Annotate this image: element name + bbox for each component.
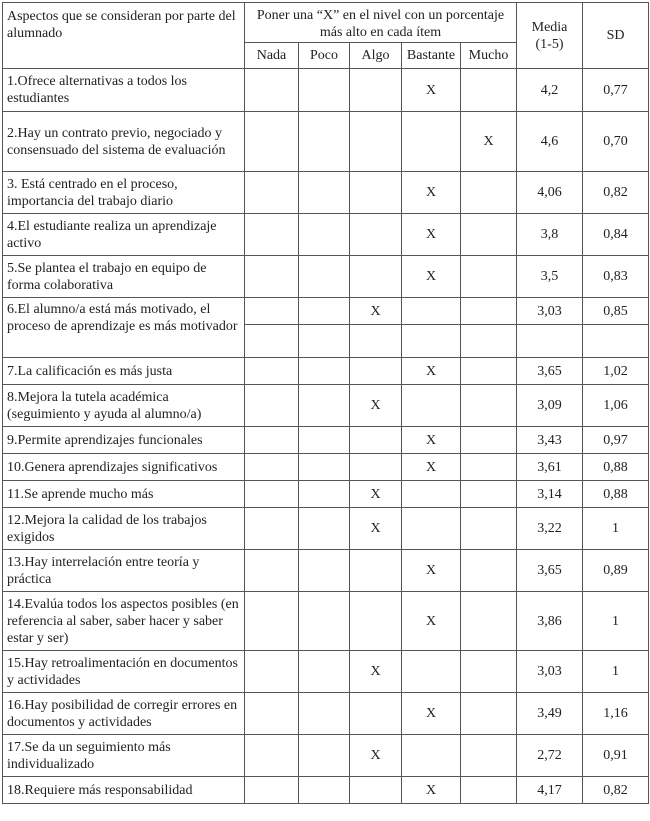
media-value: 2,72 bbox=[517, 735, 583, 777]
sd-value: 0,82 bbox=[583, 777, 649, 804]
level-cell bbox=[402, 735, 461, 777]
item-text: 4.El estudiante realiza un aprendizaje activo bbox=[3, 214, 245, 256]
level-cell bbox=[299, 112, 350, 172]
level-cell bbox=[461, 550, 517, 592]
level-cell bbox=[461, 358, 517, 385]
level-cell bbox=[350, 592, 402, 651]
level-cell bbox=[299, 454, 350, 481]
level-mark: X bbox=[402, 777, 461, 804]
item-text: 14.Evalúa todos los aspectos posibles (en referencia al saber, saber hacer y saber estar y ser) bbox=[3, 592, 245, 651]
sd-value: 0,84 bbox=[583, 214, 649, 256]
level-cell bbox=[245, 214, 299, 256]
empty-cell bbox=[517, 325, 583, 358]
level-cell bbox=[245, 112, 299, 172]
level-cell bbox=[402, 385, 461, 427]
level-cell bbox=[461, 69, 517, 112]
level-cell bbox=[350, 358, 402, 385]
level-cell bbox=[299, 592, 350, 651]
level-cell bbox=[245, 427, 299, 454]
table-row bbox=[3, 427, 649, 454]
level-cell bbox=[245, 550, 299, 592]
level-cell bbox=[461, 214, 517, 256]
evaluation-table bbox=[2, 2, 649, 804]
level-cell bbox=[245, 454, 299, 481]
header-level-algo: Algo bbox=[350, 43, 402, 69]
table-row bbox=[3, 550, 649, 592]
level-cell bbox=[461, 481, 517, 508]
level-cell bbox=[350, 112, 402, 172]
level-cell bbox=[461, 256, 517, 298]
sd-value: 0,88 bbox=[583, 454, 649, 481]
level-mark: X bbox=[402, 256, 461, 298]
level-cell bbox=[299, 298, 350, 325]
level-cell bbox=[402, 481, 461, 508]
level-cell bbox=[299, 481, 350, 508]
level-mark: X bbox=[402, 69, 461, 112]
media-value: 3,65 bbox=[517, 550, 583, 592]
level-cell bbox=[350, 777, 402, 804]
level-mark: X bbox=[350, 298, 402, 325]
table-row bbox=[3, 358, 649, 385]
header-aspectos: Aspectos que se consideran por parte del alumnado bbox=[3, 3, 245, 69]
empty-cell bbox=[299, 325, 350, 358]
media-value: 3,65 bbox=[517, 358, 583, 385]
level-mark: X bbox=[402, 550, 461, 592]
level-cell bbox=[245, 298, 299, 325]
table-row bbox=[3, 508, 649, 550]
media-value: 3,49 bbox=[517, 693, 583, 735]
level-cell bbox=[299, 358, 350, 385]
item-text: 3. Está centrado en el proceso, importancia del trabajo diario bbox=[3, 172, 245, 214]
level-cell bbox=[350, 214, 402, 256]
media-value: 3,61 bbox=[517, 454, 583, 481]
level-mark: X bbox=[350, 508, 402, 550]
sd-value: 0,82 bbox=[583, 172, 649, 214]
table-row bbox=[3, 214, 649, 256]
media-value: 3,03 bbox=[517, 298, 583, 325]
level-cell bbox=[299, 214, 350, 256]
level-mark: X bbox=[350, 481, 402, 508]
level-cell bbox=[461, 693, 517, 735]
table-row bbox=[3, 298, 649, 325]
empty-cell bbox=[583, 325, 649, 358]
level-mark: X bbox=[402, 172, 461, 214]
header-level-mucho: Mucho bbox=[461, 43, 517, 69]
level-cell bbox=[299, 427, 350, 454]
level-cell bbox=[299, 693, 350, 735]
item-text: 12.Mejora la calidad de los trabajos exigidos bbox=[3, 508, 245, 550]
item-text: 15.Hay retroalimentación en documentos y actividades bbox=[3, 651, 245, 693]
table-row bbox=[3, 256, 649, 298]
media-value: 3,22 bbox=[517, 508, 583, 550]
level-cell bbox=[461, 777, 517, 804]
table-row bbox=[3, 454, 649, 481]
level-cell bbox=[245, 508, 299, 550]
media-value: 3,5 bbox=[517, 256, 583, 298]
level-cell bbox=[299, 508, 350, 550]
table-row bbox=[3, 172, 649, 214]
item-text: 10.Genera aprendizajes significativos bbox=[3, 454, 245, 481]
sd-value: 0,85 bbox=[583, 298, 649, 325]
level-cell bbox=[461, 454, 517, 481]
header-sd: SD bbox=[583, 3, 649, 69]
level-mark: X bbox=[402, 454, 461, 481]
item-text: 7.La calificación es más justa bbox=[3, 358, 245, 385]
level-cell bbox=[350, 454, 402, 481]
level-cell bbox=[299, 777, 350, 804]
sd-value: 0,88 bbox=[583, 481, 649, 508]
item-text: 2.Hay un contrato previo, negociado y consensuado del sistema de evaluación bbox=[3, 112, 245, 172]
media-value: 4,06 bbox=[517, 172, 583, 214]
sd-value: 1 bbox=[583, 592, 649, 651]
sd-value: 0,91 bbox=[583, 735, 649, 777]
level-cell bbox=[245, 358, 299, 385]
level-cell bbox=[402, 508, 461, 550]
level-cell bbox=[461, 385, 517, 427]
level-mark: X bbox=[350, 735, 402, 777]
header-media bbox=[517, 3, 583, 69]
item-text: 5.Se plantea el trabajo en equipo de forma colaborativa bbox=[3, 256, 245, 298]
level-cell bbox=[461, 172, 517, 214]
level-mark: X bbox=[350, 385, 402, 427]
level-cell bbox=[350, 172, 402, 214]
level-cell bbox=[245, 651, 299, 693]
level-mark: X bbox=[350, 651, 402, 693]
table-row bbox=[3, 385, 649, 427]
level-cell bbox=[461, 735, 517, 777]
level-mark: X bbox=[402, 358, 461, 385]
level-cell bbox=[461, 651, 517, 693]
level-cell bbox=[350, 69, 402, 112]
media-value: 4,17 bbox=[517, 777, 583, 804]
header-instruccion: Poner una “X” en el nivel con un porcentaje más alto en cada ítem bbox=[245, 3, 517, 43]
table-row bbox=[3, 693, 649, 735]
media-value: 3,8 bbox=[517, 214, 583, 256]
level-cell bbox=[402, 298, 461, 325]
level-cell bbox=[461, 592, 517, 651]
media-value: 4,2 bbox=[517, 69, 583, 112]
level-cell bbox=[245, 256, 299, 298]
header-level-bastante: Bastante bbox=[402, 43, 461, 69]
table-row bbox=[3, 112, 649, 172]
header-level-poco: Poco bbox=[299, 43, 350, 69]
sd-value: 1,06 bbox=[583, 385, 649, 427]
level-cell bbox=[245, 735, 299, 777]
level-cell bbox=[245, 693, 299, 735]
media-value: 3,14 bbox=[517, 481, 583, 508]
level-cell bbox=[350, 550, 402, 592]
level-cell bbox=[245, 481, 299, 508]
empty-cell bbox=[402, 325, 461, 358]
level-cell bbox=[350, 693, 402, 735]
sd-value: 1 bbox=[583, 651, 649, 693]
level-mark: X bbox=[402, 693, 461, 735]
level-cell bbox=[299, 651, 350, 693]
level-cell bbox=[350, 427, 402, 454]
item-text: 16.Hay posibilidad de corregir errores en documentos y actividades bbox=[3, 693, 245, 735]
table-row bbox=[3, 592, 649, 651]
media-value: 3,43 bbox=[517, 427, 583, 454]
sd-value: 0,83 bbox=[583, 256, 649, 298]
sd-value: 1 bbox=[583, 508, 649, 550]
sd-value: 0,89 bbox=[583, 550, 649, 592]
level-cell bbox=[350, 256, 402, 298]
sd-value: 0,77 bbox=[583, 69, 649, 112]
level-cell bbox=[461, 298, 517, 325]
empty-cell bbox=[461, 325, 517, 358]
table-row bbox=[3, 481, 649, 508]
table-row bbox=[3, 777, 649, 804]
item-text: 18.Requiere más responsabilidad bbox=[3, 777, 245, 804]
table-row bbox=[3, 735, 649, 777]
media-value: 3,86 bbox=[517, 592, 583, 651]
level-cell bbox=[299, 735, 350, 777]
level-cell bbox=[299, 69, 350, 112]
level-cell bbox=[299, 550, 350, 592]
level-cell bbox=[245, 777, 299, 804]
item-text: 9.Permite aprendizajes funcionales bbox=[3, 427, 245, 454]
table-row bbox=[3, 651, 649, 693]
level-cell bbox=[299, 385, 350, 427]
level-mark: X bbox=[402, 427, 461, 454]
sd-value: 0,97 bbox=[583, 427, 649, 454]
item-text: 1.Ofrece alternativas a todos los estudiantes bbox=[3, 69, 245, 112]
level-mark: X bbox=[402, 592, 461, 651]
level-cell bbox=[245, 172, 299, 214]
item-text: 8.Mejora la tutela académica (seguimiento y ayuda al alumno/a) bbox=[3, 385, 245, 427]
sd-value: 0,70 bbox=[583, 112, 649, 172]
media-value: 3,03 bbox=[517, 651, 583, 693]
media-value: 4,6 bbox=[517, 112, 583, 172]
level-mark: X bbox=[461, 112, 517, 172]
sd-value: 1,16 bbox=[583, 693, 649, 735]
item-text: 17.Se da un seguimiento más individualizado bbox=[3, 735, 245, 777]
header-media-label: Media (1-5) bbox=[531, 19, 568, 52]
table-body bbox=[3, 69, 649, 804]
level-cell bbox=[461, 508, 517, 550]
sd-value: 1,02 bbox=[583, 358, 649, 385]
level-cell bbox=[245, 592, 299, 651]
header-level-nada: Nada bbox=[245, 43, 299, 69]
level-cell bbox=[245, 69, 299, 112]
level-cell bbox=[299, 172, 350, 214]
level-cell bbox=[402, 651, 461, 693]
item-text: 11.Se aprende mucho más bbox=[3, 481, 245, 508]
level-mark: X bbox=[402, 214, 461, 256]
level-cell bbox=[245, 385, 299, 427]
level-cell bbox=[402, 112, 461, 172]
item-text: 6.El alumno/a está más motivado, el proceso de aprendizaje es más motivador bbox=[3, 298, 245, 358]
item-text: 13.Hay interrelación entre teoría y práctica bbox=[3, 550, 245, 592]
empty-cell bbox=[245, 325, 299, 358]
media-value: 3,09 bbox=[517, 385, 583, 427]
empty-cell bbox=[350, 325, 402, 358]
level-cell bbox=[461, 427, 517, 454]
table-row bbox=[3, 69, 649, 112]
level-cell bbox=[299, 256, 350, 298]
